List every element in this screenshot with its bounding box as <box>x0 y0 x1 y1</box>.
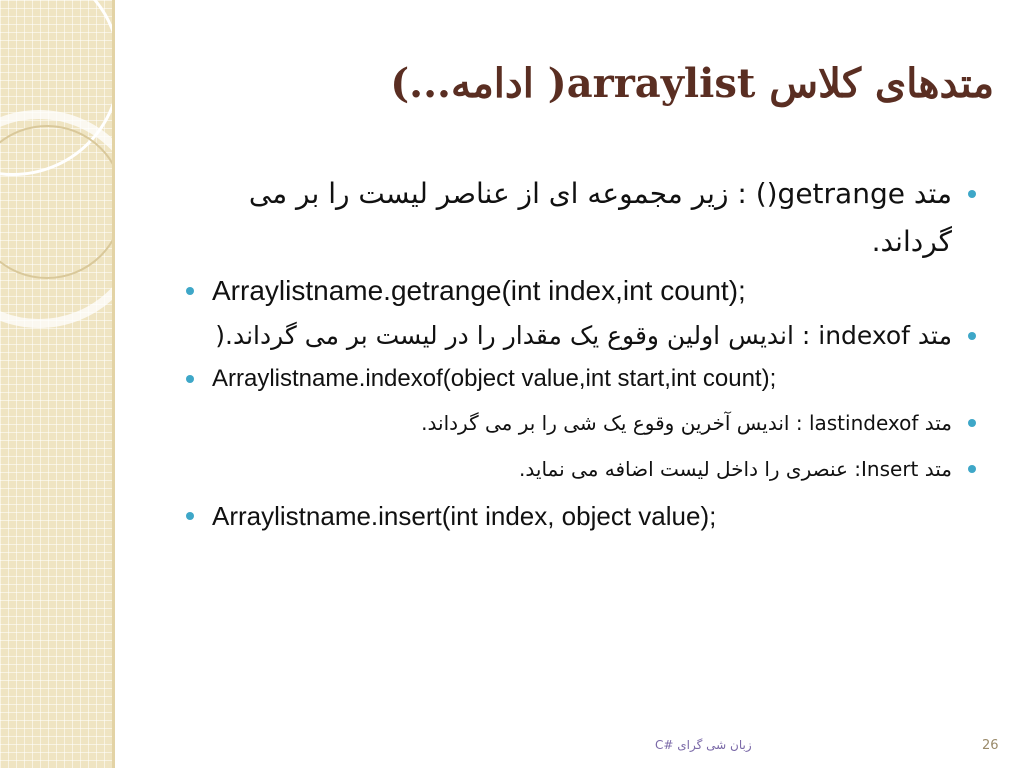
bullet-text: متد getrange() : زیر مجموعه ای از عناصر لیست را بر می گرداند. <box>248 177 952 258</box>
bullet-item-insert-code <box>180 496 984 536</box>
sidebar-edge <box>112 0 115 768</box>
bullet-icon <box>186 375 194 383</box>
bullet-icon <box>186 512 194 520</box>
bullet-text: متد Insert: عنصری را داخل لیست اضافه می نماید. <box>519 457 952 481</box>
bullet-item-indexof-code <box>180 360 984 398</box>
slide-title: متدهای کلاس arraylist( ادامه...) <box>390 60 994 107</box>
bullet-item-getrange <box>180 170 984 266</box>
bullet-icon <box>968 332 976 340</box>
decorative-ring <box>0 125 115 279</box>
bullet-item-getrange-code <box>180 270 984 312</box>
bullet-item-indexof <box>180 314 984 358</box>
bullet-text: Arraylistname.getrange(int index,int count); <box>212 275 746 306</box>
bullet-item-insert <box>180 450 984 488</box>
bullet-icon <box>968 419 976 427</box>
bullet-text: متد lastindexof : اندیس آخرین وقوع یک شی را بر می گرداند. <box>421 411 952 435</box>
decorative-sidebar <box>0 0 115 768</box>
bullet-text: Arraylistname.insert(int index, object value); <box>212 501 717 531</box>
bullet-icon <box>968 190 976 198</box>
bullet-icon <box>186 287 194 295</box>
footer-text: زبان شی گرای #C <box>655 738 752 752</box>
bullet-icon <box>968 465 976 473</box>
bullet-text: Arraylistname.indexof(object value,int start,int count); <box>212 365 777 392</box>
bullet-text: متد indexof : اندیس اولین وقوع یک مقدار را در لیست بر می گرداند.( <box>215 321 952 350</box>
bullet-list <box>180 170 984 536</box>
bullet-item-lastindexof <box>180 404 984 442</box>
slide-number: 26 <box>982 738 999 753</box>
